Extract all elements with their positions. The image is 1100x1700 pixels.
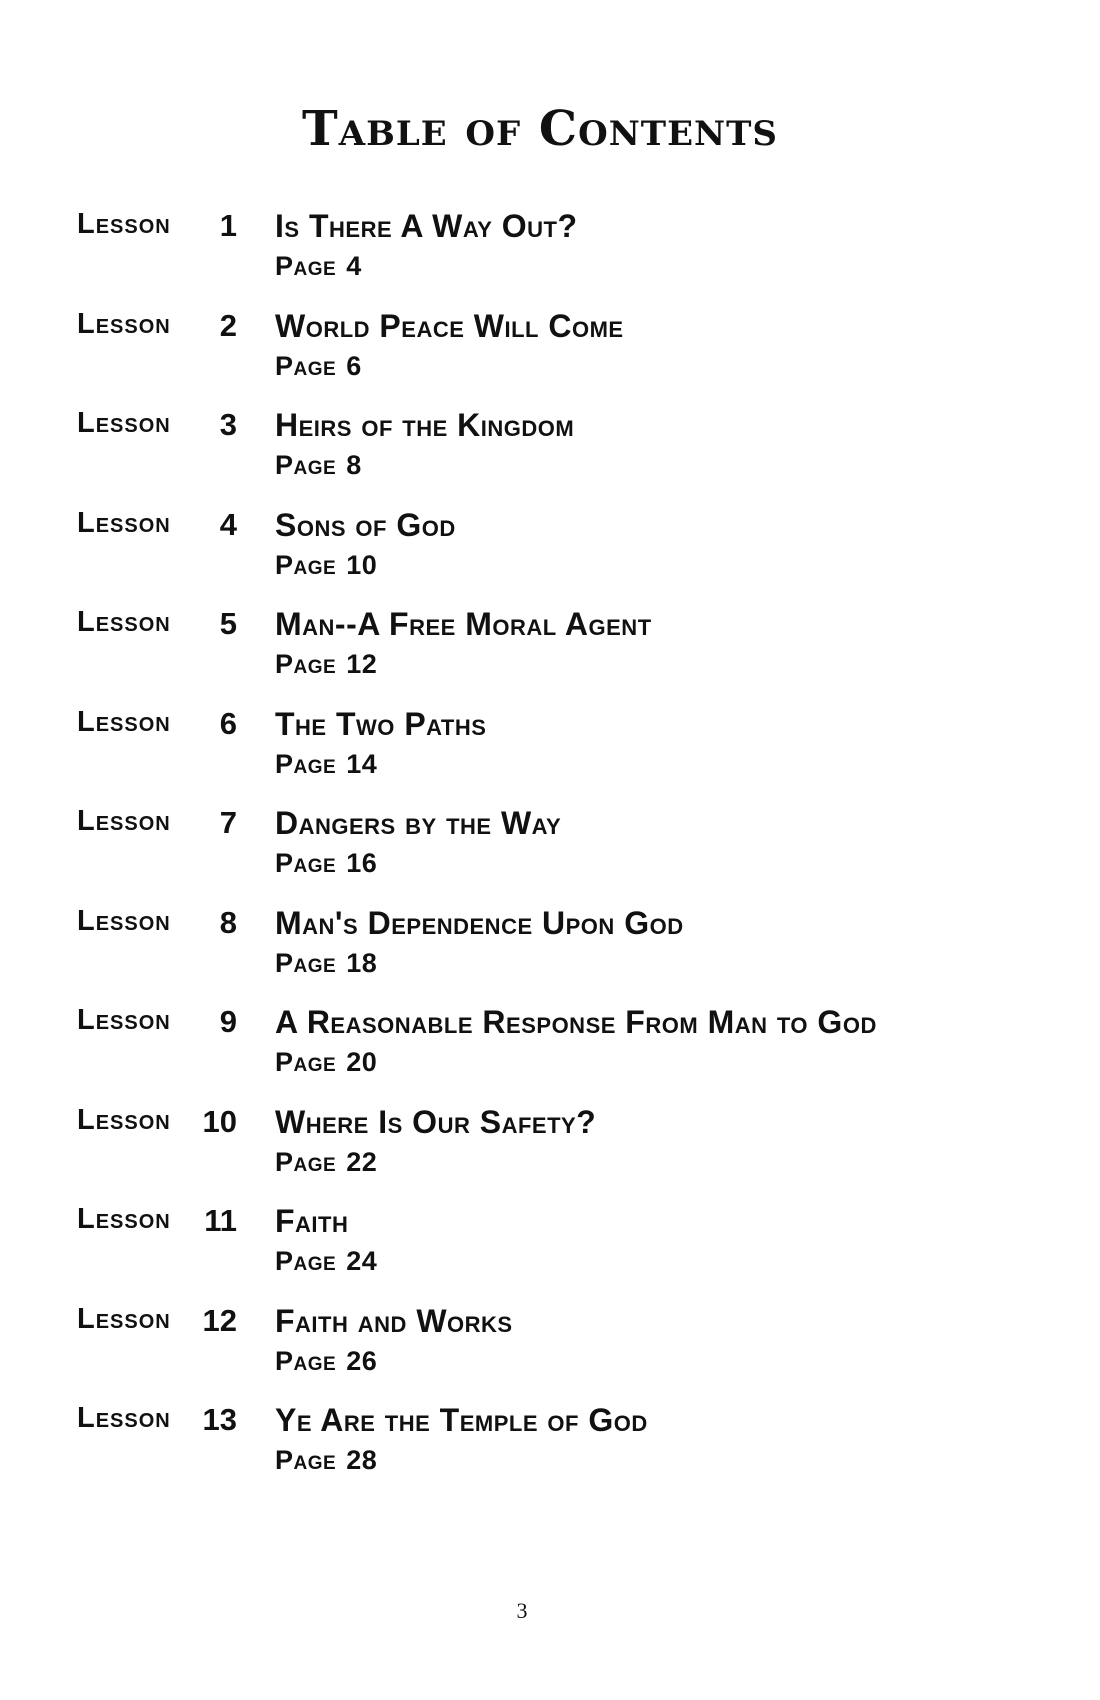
page-value: 22 bbox=[346, 1146, 378, 1177]
page-value: 14 bbox=[346, 748, 378, 779]
page-reference bbox=[275, 1049, 377, 1076]
lesson-number: 11 bbox=[204, 1203, 237, 1238]
lesson-title: Ye Are the Temple of God bbox=[275, 1402, 648, 1438]
page-reference bbox=[275, 253, 362, 280]
page-number: 3 bbox=[516, 1598, 528, 1623]
page-label: Page bbox=[275, 649, 337, 679]
page-value: 24 bbox=[346, 1246, 378, 1276]
page-label: Page bbox=[275, 748, 337, 779]
lesson-label: Lesson bbox=[77, 208, 171, 240]
page-label: Page bbox=[275, 450, 337, 480]
toc-entry-lesson-10 bbox=[77, 1103, 1037, 1206]
page-label: Page bbox=[275, 1146, 337, 1177]
lesson-title: The Two Paths bbox=[275, 705, 487, 742]
toc-entry-lesson-4 bbox=[77, 506, 1037, 609]
page-value: 4 bbox=[346, 251, 362, 281]
toc-entry-lesson-13 bbox=[77, 1404, 1037, 1504]
lesson-label: Lesson bbox=[77, 1302, 171, 1335]
page-reference bbox=[275, 850, 377, 877]
page-value: 6 bbox=[346, 350, 362, 381]
lesson-title: Where Is Our Safety? bbox=[275, 1103, 597, 1140]
lesson-number: 9 bbox=[219, 1004, 237, 1039]
toc-entry-lesson-3 bbox=[77, 409, 1037, 509]
page-value: 20 bbox=[346, 1047, 378, 1077]
page-value: 18 bbox=[346, 947, 378, 978]
table-of-contents bbox=[77, 210, 1037, 1504]
lesson-title: Sons of God bbox=[275, 506, 456, 543]
page-label: Page bbox=[275, 549, 337, 580]
lesson-title: Faith bbox=[275, 1203, 349, 1239]
page-label: Page bbox=[275, 1246, 337, 1276]
toc-entry-lesson-6 bbox=[77, 705, 1037, 808]
lesson-label: Lesson bbox=[77, 1004, 171, 1036]
lesson-label: Lesson bbox=[77, 506, 171, 539]
lesson-label: Lesson bbox=[77, 904, 171, 937]
page-value: 8 bbox=[346, 450, 362, 480]
lesson-label: Lesson bbox=[77, 1402, 171, 1434]
toc-entry-lesson-9 bbox=[77, 1006, 1037, 1106]
page-reference bbox=[275, 1146, 378, 1177]
lesson-title: A Reasonable Response From Man to God bbox=[275, 1004, 877, 1040]
page-reference bbox=[275, 748, 378, 779]
page-title: Table of Contents bbox=[302, 101, 778, 157]
toc-entry-lesson-1 bbox=[77, 210, 1037, 310]
page-label: Page bbox=[275, 947, 337, 978]
lesson-number: 8 bbox=[219, 904, 237, 940]
lesson-label: Lesson bbox=[77, 307, 171, 340]
toc-entry-lesson-11 bbox=[77, 1205, 1037, 1305]
lesson-number: 6 bbox=[219, 705, 237, 741]
lesson-number: 5 bbox=[219, 606, 237, 641]
toc-entry-lesson-5 bbox=[77, 608, 1037, 708]
lesson-label: Lesson bbox=[77, 1203, 171, 1235]
page-label: Page bbox=[275, 251, 337, 281]
page-reference bbox=[275, 651, 377, 678]
lesson-label: Lesson bbox=[77, 606, 171, 638]
lesson-number: 12 bbox=[202, 1302, 237, 1338]
page-label: Page bbox=[275, 350, 337, 381]
lesson-number: 13 bbox=[202, 1402, 237, 1437]
lesson-title: World Peace Will Come bbox=[275, 307, 624, 344]
lesson-title: Man's Dependence Upon God bbox=[275, 904, 684, 941]
lesson-number: 2 bbox=[219, 307, 237, 343]
lesson-number: 10 bbox=[202, 1103, 237, 1139]
toc-entry-lesson-12 bbox=[77, 1302, 1037, 1405]
lesson-title: Faith and Works bbox=[275, 1302, 513, 1339]
toc-entry-lesson-7 bbox=[77, 807, 1037, 907]
page-reference bbox=[275, 1447, 377, 1474]
page-value: 12 bbox=[346, 649, 378, 679]
page-reference bbox=[275, 549, 378, 580]
lesson-title: Dangers by the Way bbox=[275, 805, 562, 841]
lesson-label: Lesson bbox=[77, 1103, 171, 1136]
lesson-number: 4 bbox=[219, 506, 237, 542]
page-label: Page bbox=[275, 1445, 337, 1475]
lesson-label: Lesson bbox=[77, 705, 171, 738]
toc-entry-lesson-2 bbox=[77, 307, 1037, 410]
page-label: Page bbox=[275, 848, 337, 878]
lesson-title: Man--A Free Moral Agent bbox=[275, 606, 652, 642]
lesson-label: Lesson bbox=[77, 805, 171, 837]
lesson-title: Is There A Way Out? bbox=[275, 208, 578, 244]
page-reference bbox=[275, 947, 378, 978]
lesson-label: Lesson bbox=[77, 407, 171, 439]
page-value: 16 bbox=[346, 848, 378, 878]
lesson-title: Heirs of the Kingdom bbox=[275, 407, 575, 443]
toc-entry-lesson-8 bbox=[77, 904, 1037, 1007]
page-label: Page bbox=[275, 1345, 337, 1376]
page-label: Page bbox=[275, 1047, 337, 1077]
page-value: 28 bbox=[346, 1445, 378, 1475]
lesson-number: 7 bbox=[219, 805, 237, 840]
lesson-number: 3 bbox=[219, 407, 237, 442]
page-reference bbox=[275, 1345, 378, 1376]
page-value: 26 bbox=[346, 1345, 378, 1376]
page-reference bbox=[275, 350, 362, 381]
lesson-number: 1 bbox=[219, 208, 237, 243]
page-reference bbox=[275, 1248, 377, 1275]
page-reference bbox=[275, 452, 362, 479]
page-value: 10 bbox=[346, 549, 378, 580]
